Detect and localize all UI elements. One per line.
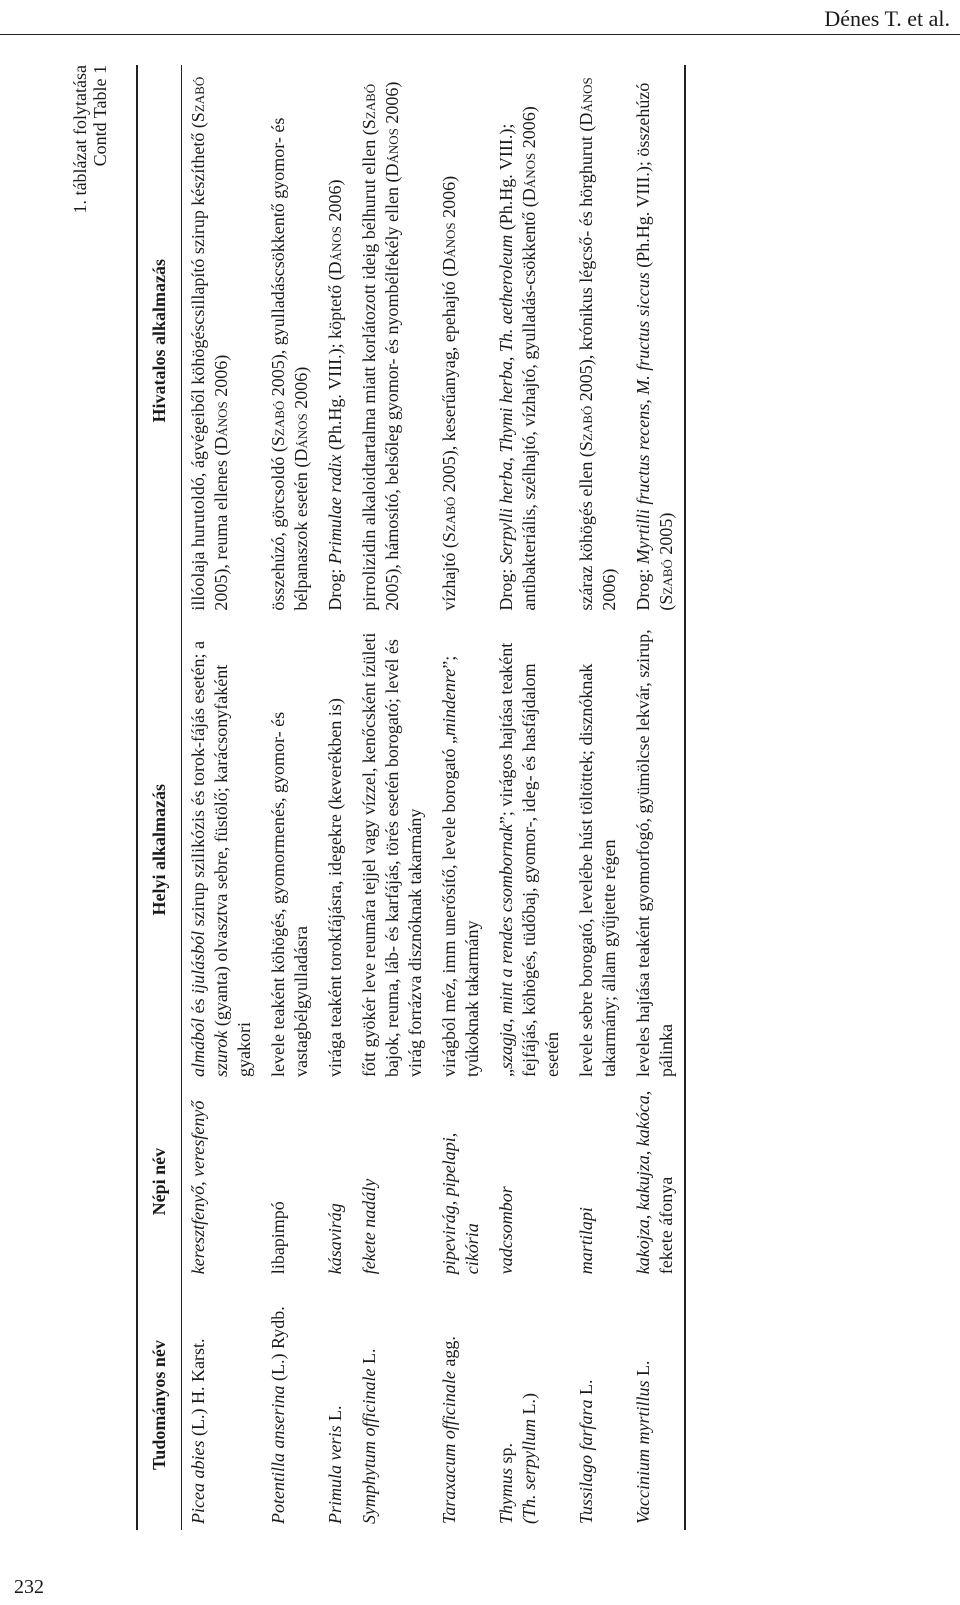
- species-authority: (L.) Rydb.: [268, 1306, 288, 1386]
- species-authority: L.: [576, 1379, 596, 1400]
- species-name: Thymus: [496, 1467, 516, 1524]
- species-name: Potentilla anserina: [268, 1385, 288, 1524]
- species-name: Symphytum officinale: [359, 1368, 379, 1524]
- official-use-author-smallcaps: Dános: [382, 128, 402, 177]
- official-use-text: 2006): [599, 568, 619, 611]
- caption-en: Contd Table 1: [90, 65, 110, 167]
- official-use-author-smallcaps: Dános: [325, 226, 345, 275]
- folk-name: kásavirág: [325, 1203, 345, 1275]
- folk-name: martilapi: [576, 1207, 596, 1275]
- official-use-text: (Ph.Hg. VIII.); antibakteriális, szélhajtó, vízhajtó, gyulladás-csökkentő (: [496, 123, 539, 611]
- local-use-italic-text: szagja, mint a rendes csombornak: [496, 824, 516, 1069]
- species-authority: L.: [325, 1405, 345, 1426]
- species-name: Vaccinium myrtillus: [633, 1380, 653, 1524]
- species-authority: L.: [359, 1348, 379, 1369]
- folk-name-plain: , fekete áfonya: [633, 1090, 676, 1275]
- official-use-author-smallcaps: Dános: [519, 152, 539, 202]
- local-use-italic-text: ijulásból: [188, 930, 208, 994]
- official-use-author-smallcaps: Szabó: [656, 559, 676, 605]
- local-use-cell: [182, 617, 263, 1083]
- official-use-text: száraz köhögés ellen (: [576, 451, 596, 611]
- table-body: [182, 65, 686, 1530]
- official-use-text: (Ph.Hg. VIII.); köptető (: [325, 274, 345, 455]
- species-name: Tussilago farfara: [576, 1399, 596, 1524]
- species-name: Picea abies: [188, 1440, 208, 1524]
- plant-use-table: [136, 65, 686, 1530]
- folk-name-cell: [570, 1083, 627, 1280]
- local-use-cell: [627, 617, 685, 1083]
- official-use-text: 2005), hámosító, belsőleg gyomor- és nyombélfekély ellen (: [382, 176, 402, 611]
- local-use-text: ”; tyúkoknak takarmány: [439, 655, 482, 1077]
- local-use-text: főtt gyökér leve reumára tejjel vagy vízzel, kenőcsként ízületi bajok, reuma, láb- és karfájás, törés esetén borogató; levél és virág forrázva disznóknak takarmány: [359, 632, 425, 1077]
- local-use-text: leveles hajtása teaként gyomorfogó, gyümölcse lekvár, szirup, pálinka: [633, 629, 676, 1077]
- scientific-name-cell: [262, 1280, 319, 1530]
- official-use-cell: [570, 65, 627, 617]
- folk-name: keresztfenyő, veresfenyő: [188, 1100, 208, 1275]
- local-use-text: és: [188, 993, 208, 1018]
- official-use-text: 2006): [325, 179, 345, 227]
- official-use-text: 2005), krónikus légcső- és hörghurut (: [576, 125, 596, 406]
- local-use-text: virága teaként torokfájásra, idegekre (keverékben is): [325, 698, 345, 1077]
- local-use-italic-text: almából: [188, 1017, 208, 1077]
- local-use-cell: [262, 617, 319, 1083]
- official-use-text: (Ph.Hg. VIII.); összehúzó (: [633, 82, 676, 611]
- folk-name-cell: [262, 1083, 319, 1280]
- species-synonym: (Th. serpyllum: [519, 1419, 539, 1524]
- official-use-cell: [433, 65, 490, 617]
- species-authority: agg.: [439, 1336, 459, 1372]
- official-use-author-smallcaps: Szabó: [268, 400, 288, 447]
- official-use-text: Drog:: [325, 564, 345, 611]
- official-use-cell: [353, 65, 433, 617]
- folk-name-cell: [182, 1083, 263, 1280]
- local-use-text: ”; virágos hajtása teaként fejfájás, köhögés, tüdőbaj, gyomor-, ideg- és hasfájdalom esetén: [496, 642, 562, 1077]
- official-use-text: Drog:: [633, 564, 653, 611]
- local-use-text: „: [496, 1068, 516, 1077]
- table-header-row: [137, 65, 182, 1530]
- official-use-text: 2005): [656, 512, 676, 560]
- official-use-author-smallcaps: Szabó: [576, 405, 596, 452]
- official-use-text: pirrolizidin alkaloidtartalma miatt korlátozott ideig bélhurut ellen (: [359, 129, 379, 611]
- scientific-name-cell: [353, 1280, 433, 1530]
- official-use-author-smallcaps: Szabó: [188, 76, 208, 123]
- scientific-name-cell: [627, 1280, 685, 1530]
- official-use-italic-text: Myrtilli fructus recens, M. fructus siccus: [633, 272, 653, 565]
- table-row: [353, 65, 433, 1530]
- official-use-cell: [319, 65, 353, 617]
- scientific-name-cell: [570, 1280, 627, 1530]
- folk-name-plain: libapimpó: [268, 1201, 288, 1275]
- official-use-text: 2005), reuma ellenes (: [211, 449, 231, 611]
- table-row: [433, 65, 490, 1530]
- table-row: [262, 65, 319, 1530]
- header-local-use: Helyi alkalmazás: [137, 617, 182, 1083]
- official-use-text: 2005), keserűanyag, epehajtó (: [439, 270, 459, 497]
- page-number: 232: [14, 1576, 44, 1598]
- local-use-italic-text: szurok: [211, 1030, 231, 1077]
- official-use-author-smallcaps: Dános: [211, 401, 231, 450]
- official-use-text: 2006): [382, 81, 402, 129]
- official-use-text: 2006): [291, 366, 311, 414]
- official-use-cell: [182, 65, 263, 617]
- folk-name-cell: [490, 1083, 570, 1280]
- official-use-author-smallcaps: Dános: [576, 77, 596, 126]
- species-synonym-authority: L.): [519, 1393, 539, 1419]
- official-use-cell: [490, 65, 570, 617]
- local-use-cell: [433, 617, 490, 1083]
- folk-name: fekete nadály: [359, 1178, 379, 1275]
- official-use-text: Drog:: [496, 564, 516, 611]
- species-name: Taraxacum officinale: [439, 1371, 459, 1524]
- folk-name: vadcsombor: [496, 1186, 516, 1275]
- scientific-name-cell: [319, 1280, 353, 1530]
- official-use-text: összehúzó, görcsoldó (: [268, 446, 288, 611]
- rotated-table-page: [70, 65, 760, 1530]
- folk-name-cell: [353, 1083, 433, 1280]
- header-scientific-name: Tudományos név: [137, 1280, 182, 1530]
- local-use-italic-text: mindenre: [439, 668, 459, 737]
- header-folk-name: Népi név: [137, 1083, 182, 1280]
- official-use-author-smallcaps: Szabó: [359, 83, 379, 130]
- official-use-cell: [627, 65, 685, 617]
- local-use-cell: [490, 617, 570, 1083]
- table-row: [490, 65, 570, 1530]
- table-row: [319, 65, 353, 1530]
- official-use-text: 2006): [519, 106, 539, 153]
- local-use-text: levele teaként köhögés, gyomormenés, gyomor- és vastagbélgyulladásra: [268, 711, 311, 1077]
- table-row: [182, 65, 263, 1530]
- folk-name: kakojza, kakujza, kakóca: [633, 1095, 653, 1275]
- local-use-cell: [319, 617, 353, 1083]
- local-use-text: (gyanta) olvasztva sebre, füstölő; karácsonyfaként gyakori: [211, 664, 254, 1077]
- official-use-text: 2006): [211, 354, 231, 402]
- header-official-use: Hivatalos alkalmazás: [137, 65, 182, 617]
- local-use-cell: [353, 617, 433, 1083]
- folk-name-cell: [319, 1083, 353, 1280]
- scientific-name-cell: [490, 1280, 570, 1530]
- local-use-text: levele sebre borogató, levelébe húst töltöttek; disznóknak takarmány; állam gyűjtette régen: [576, 663, 619, 1077]
- caption-hu: 1. táblázat folytatása: [70, 65, 90, 214]
- folk-name: pipevirág, pipelapi, cikória: [439, 1132, 482, 1275]
- official-use-cell: [262, 65, 319, 617]
- official-use-text: 2005), gyulladáscsökkentő gyomor- és bélpanaszok esetén (: [268, 117, 311, 611]
- table-caption: [70, 65, 110, 213]
- header-rule: [0, 34, 960, 35]
- official-use-author-smallcaps: Szabó: [439, 496, 459, 543]
- official-use-author-smallcaps: Dános: [439, 222, 459, 271]
- species-authority: L.: [633, 1360, 653, 1381]
- official-use-text: vízhajtó (: [439, 542, 459, 611]
- official-use-text: illóolaja hurutoldó, ágvégeiből köhögéscsillapító szirup készíthető (: [188, 122, 208, 611]
- official-use-text: 2006): [439, 175, 459, 223]
- scientific-name-cell: [433, 1280, 490, 1530]
- official-use-italic-text: Serpylli herba, Thymi herba, Th. aetheroleum: [496, 234, 516, 565]
- scientific-name-cell: [182, 1280, 263, 1530]
- official-use-italic-text: Primulae radix: [325, 454, 345, 565]
- running-header-author: Dénes T. et al.: [824, 6, 950, 31]
- species-name: Primula veris: [325, 1425, 345, 1524]
- table-row: [627, 65, 685, 1530]
- official-use-author-smallcaps: Dános: [291, 413, 311, 462]
- local-use-text: szirup szilikózis és torok-fájás esetén; a: [188, 641, 208, 931]
- table-row: [570, 65, 627, 1530]
- folk-name-cell: [627, 1083, 685, 1280]
- folk-name-cell: [433, 1083, 490, 1280]
- local-use-cell: [570, 617, 627, 1083]
- species-authority: sp.: [496, 1442, 516, 1468]
- local-use-text: virágból méz, imm unerősítő, levele borogató „: [439, 736, 459, 1077]
- species-authority: (L.) H. Karst.: [188, 1338, 208, 1441]
